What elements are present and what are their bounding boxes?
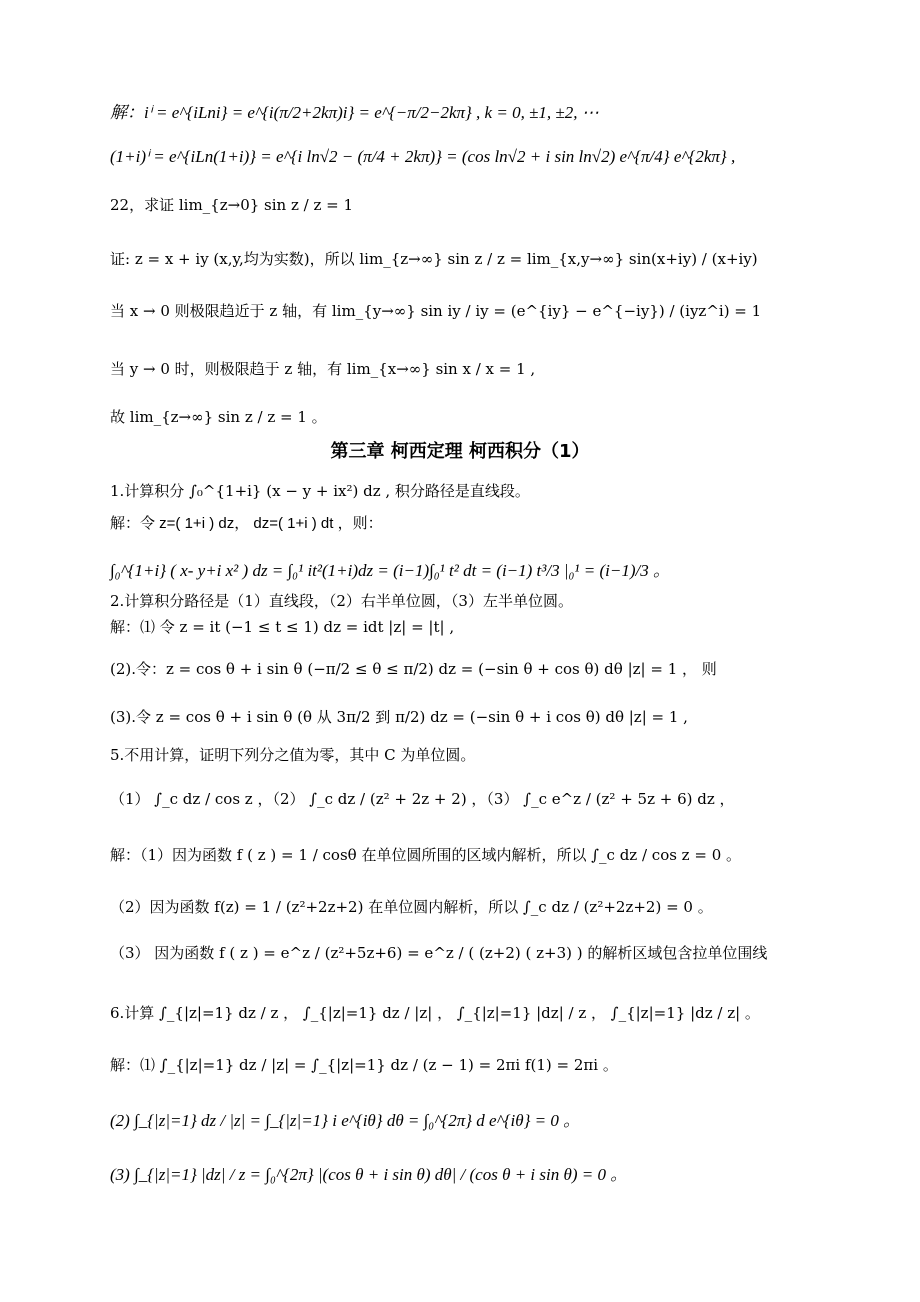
problem-5-integrals: （1） ∫_c dz / cos z ，（2） ∫_c dz / (z² + 2z + 2) ，（3） ∫_c e^z / (z² + 5z + 6) dz ， [110, 790, 735, 808]
solution-line-1-plus-i-power-i: (1+i)ⁱ = e^{iLn(1+i)} = e^{i ln√2 − (π/4 + 2kπ)} = (cos ln√2 + i sin ln√2) e^{π/4} e^{2kπ} , [110, 147, 736, 166]
problem-2-part-1: 解：⑴ 令 z = it (−1 ≤ t ≤ 1) dz = idt |z| = |t| , [110, 618, 455, 636]
proof-line-x-to-0: 当 x → 0 则极限趋近于 z 轴，有 lim_{y→∞} sin iy / iy = (e^{iy} − e^{−iy}) / (iyz^i) = 1 [110, 302, 762, 320]
solution-line-i-power-i: 解：iⁱ = e^{iLni} = e^{i(π/2+2kπ)i} = e^{−π/2−2kπ} , k = 0, ±1, ±2, ⋯ [110, 103, 599, 122]
problem-5-solution-3: （3） 因为函数 f ( z ) = e^z / (z²+5z+6) = e^z / ( (z+2) ( z+3) ) 的解析区域包含拉单位围线 [110, 944, 768, 962]
proof-line-1: 证: z = x + iy (x,y,均为实数)，所以 lim_{z→∞} sin z / z = lim_{x,y→∞} sin(x+iy) / (x+iy) [110, 250, 758, 268]
problem-1-solution-setup: 解：令 z=( 1+i ) dz， dz=( 1+i ) dt ，则： [110, 515, 383, 532]
problem-6-statement: 6.计算 ∫_{|z|=1} dz / z ， ∫_{|z|=1} dz / |z| ， ∫_{|z|=1} |dz| / z ， ∫_{|z|=1} |dz / z| 。 [110, 1004, 760, 1022]
problem-6-solution-1: 解：⑴ ∫_{|z|=1} dz / |z| = ∫_{|z|=1} dz / (z − 1) = 2πi f(1) = 2πi 。 [110, 1056, 618, 1074]
proof-line-y-to-0: 当 y → 0 时，则极限趋于 z 轴，有 lim_{x→∞} sin x / x = 1 , [110, 360, 536, 378]
problem-2-part-2: (2).令：z = cos θ + i sin θ (−π/2 ≤ θ ≤ π/2) dz = (−sin θ + cos θ) dθ |z| = 1 ， 则 [110, 660, 717, 678]
problem-1-solution-integral: ∫₀^{1+i} ( x- y+i x² ) dz = ∫₀¹ it²(1+i)dz = (i−1)∫₀¹ t² dt = (i−1) t³/3 |₀¹ = (i−1)/3 。 [110, 561, 670, 580]
proof-conclusion: 故 lim_{z→∞} sin z / z = 1 。 [110, 408, 327, 426]
problem-1-statement: 1.计算积分 ∫₀^{1+i} (x − y + ix²) dz , 积分路径是直线段。 [110, 482, 530, 500]
problem-2-part-3: (3).令 z = cos θ + i sin θ (θ 从 3π/2 到 π/2) dz = (−sin θ + i cos θ) dθ |z| = 1 , [110, 708, 688, 726]
problem-5-solution-2: （2）因为函数 f(z) = 1 / (z²+2z+2) 在单位圆内解析，所以 ∫_c dz / (z²+2z+2) = 0 。 [110, 898, 713, 916]
problem-6-solution-2: (2) ∫_{|z|=1} dz / |z| = ∫_{|z|=1} i e^{iθ} dθ = ∫₀^{2π} d e^{iθ} = 0 。 [110, 1111, 581, 1130]
problem-5-statement: 5.不用计算，证明下列分之值为零，其中 C 为单位圆。 [110, 746, 476, 764]
problem-5-solution-1: 解：（1）因为函数 f ( z ) = 1 / cosθ 在单位圆所围的区域内解析，所以 ∫_c dz / cos z = 0 。 [110, 846, 742, 864]
problem-6-solution-3: (3) ∫_{|z|=1} |dz| / z = ∫₀^{2π} |(cos θ + i sin θ) dθ| / (cos θ + i sin θ) = 0 。 [110, 1165, 628, 1184]
problem-22-statement: 22，求证 lim_{z→0} sin z / z = 1 [110, 196, 354, 214]
problem-2-statement: 2.计算积分路径是（1）直线段，（2）右半单位圆，（3）左半单位圆。 [110, 592, 573, 610]
chapter-title: 第三章 柯西定理 柯西积分（1） [330, 441, 590, 462]
